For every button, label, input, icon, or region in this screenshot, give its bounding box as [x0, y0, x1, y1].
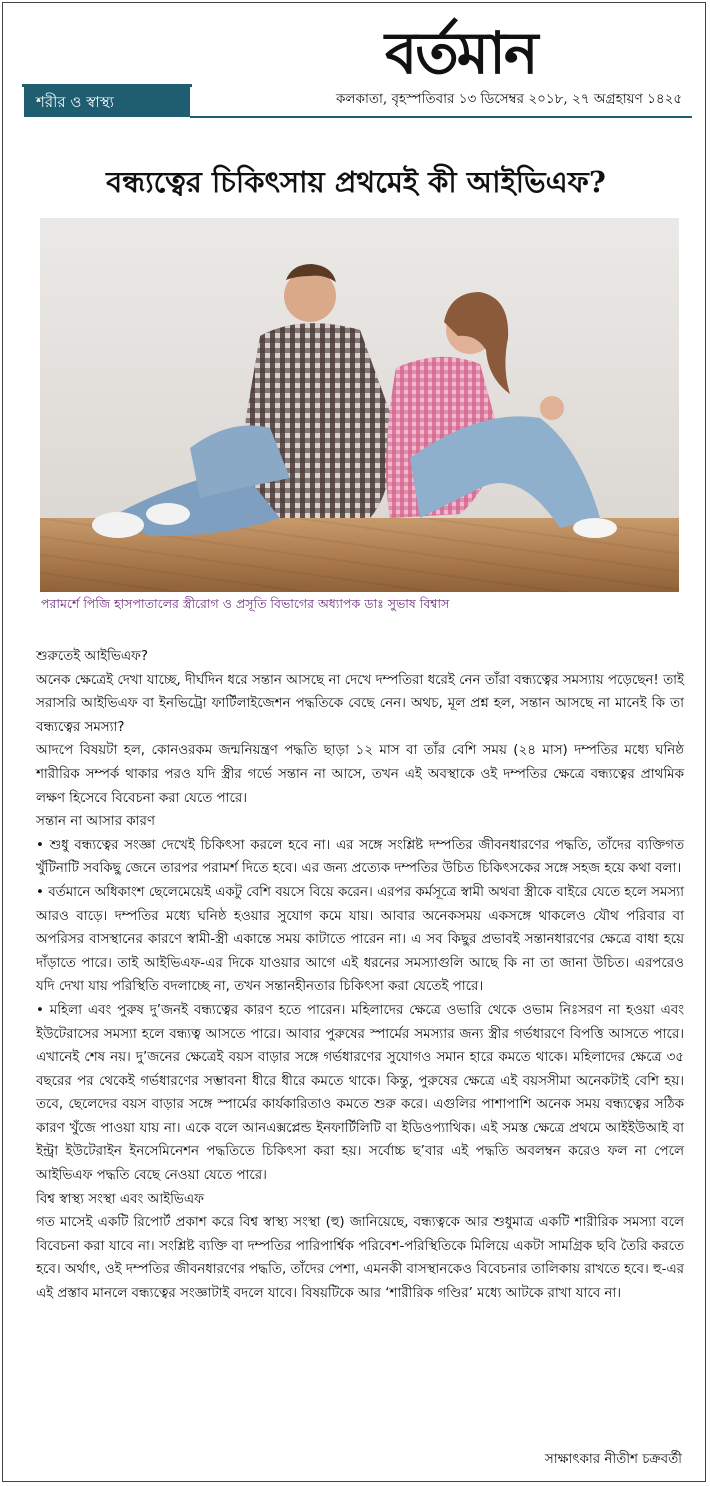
- section-label-text: শরীর ও স্বাস্থ্য: [36, 93, 115, 111]
- subheading-causes: সন্তান না আসার কারণ: [36, 814, 156, 830]
- couple-illustration: [40, 218, 679, 592]
- article-photo: [40, 218, 679, 592]
- photo-caption: পরামর্শে পিজি হাসপাতালের স্ত্রীরোগ ও প্রসূতি বিভাগের অধ্যাপক ডাঃ সুভাষ বিশ্বাস: [41, 596, 450, 611]
- bullet-paragraph: • শুধু বন্ধ্যত্বের সংজ্ঞা দেখেই চিকিৎসা করলে হবে না। এর সঙ্গে সংশ্লিষ্ট দম্পতির জীবনধারণের পদ্ধতি, তাঁদের ব্যক্তিগত খুঁটিনাটি সবকিছু জেনে তারপর পরামর্শ দিতে হবে। এর জন্য প্রত্যেক দম্পতির উচিত চিকিৎসকের সঙ্গে সহজ হয়ে কথা বলা।: [36, 837, 684, 877]
- bullet-paragraph: • মহিলা এবং পুরুষ দু’জনই বন্ধ্যত্বের কারণ হতে পারেন। মহিলাদের ক্ষেত্রে ওভারি থেকে ওভাম নিঃসরণ না হওয়া এবং ইউটেরাসের সমস্যা হলে বন্ধ্যত্ব আসতে পারে। আবার পুরুষের স্পার্মের সমস্যার জন্য স্ত্রীর গর্ভধারণে বিপত্তি আসতে পারে। এখানেই শেষ নয়। দু’জনের ক্ষেত্রেই বয়স বাড়ার সঙ্গে গর্ভধারণের সুযোগও সমান হারে কমতে থাকে। মহিলাদের ক্ষেত্রে ৩৫ বছরের পর থেকেই গর্ভধারণের সম্ভাবনা ধীরে ধীরে কমতে থাকে। কিন্তু, পুরুষের ক্ষেত্রে এই বয়সসীমা অনেকটাই বেশি হয়। তবে, ছেলেদের বয়স বাড়ার সঙ্গে স্পার্মের কার্যকারিতাও কমতে শুরু করে। এগুলির পাশাপাশি অনেক সময় বন্ধ্যত্বের সঠিক কারণ খুঁজে পাওয়া যায় না। একে বলে আনএক্সপ্লেন্ড ইনফার্টিলিটি বা ইডিওপ্যাথিক। এই সমস্ত ক্ষেত্রে প্রথমে আইইউআই বা ইন্ট্রা ইউটেরাইন ইনসেমিনেশন পদ্ধতিতে চিকিৎসা করা হয়। সর্বোচ্চ ছ’বার এই পদ্ধতি অবলম্বন করেও ফল না পেলে আইভিএফ পদ্ধতি বেছে নেওয়া যেতে পারে।: [36, 1002, 684, 1184]
- dateline: কলকাতা, বৃহস্পতিবার ১৩ ডিসেম্বর ২০১৮, ২৭ অগ্রহায়ণ ১৪২৫: [336, 91, 683, 107]
- byline: সাক্ষাৎকার নীতীশ চক্রবর্তী: [544, 1452, 682, 1467]
- woman-figure: [386, 292, 617, 538]
- header-rule: [190, 116, 692, 118]
- bullet-paragraph: • বর্তমানে অধিকাংশ ছেলেমেয়েই একটু বেশি বয়সে বিয়ে করেন। এরপর কর্মসূত্রে স্বামী অথবা স্ত্রীকে বাইরে যেতে হলে সমস্যা আরও বাড়ে। দম্পতির মধ্যে ঘনিষ্ঠ হওয়ার সুযোগ কমে যায়। আবার অনেকসময় একসঙ্গে থাকলেও যৌথ পরিবার বা অপরিসর বাসস্থানের কারণে স্বামী-স্ত্রী একান্তে সময় কাটাতে পারেন না। এ সব কিছুর প্রভাবই সন্তানধারণের ক্ষেত্রে বাধা হয়ে দাঁড়াতে পারে। তাই আইভিএফ-এর দিকে যাওয়ার আগে এই ধরনের সমস্যাগুলি আছে কি না তা জানা উচিত। এরপরেও যদি দেখা যায় পরিস্থিতি বদলাচ্ছে না, তখন সন্তানহীনতার চিকিৎসা করা যেতেই পারে।: [36, 884, 684, 995]
- newspaper-logo: [385, 18, 635, 88]
- subheading-who: বিশ্ব স্বাস্থ্য সংস্থা এবং আইভিএফ: [36, 1191, 204, 1207]
- section-label: [24, 87, 190, 117]
- paragraph: আদপে বিষয়টা হল, কোনওরকম জন্মনিয়ন্ত্রণ পদ্ধতি ছাড়া ১২ মাস বা তাঁর বেশি সময় (২৪ মাস) দম্পতির মধ্যে ঘনিষ্ঠ শারীরিক সম্পর্ক থাকার পরও যদি স্ত্রীর গর্ভে সন্তান না আসে, তখন এই অবস্থাকে ওই দম্পতির ক্ষেত্রে বন্ধ্যত্বের প্রাথমিক লক্ষণ হিসেবে বিবেচনা করা যেতে পারে।: [36, 743, 684, 806]
- subheading-ivf-first: শুরুতেই আইভিএফ?: [36, 649, 148, 664]
- man-figure: [92, 264, 393, 538]
- article-headline: বন্ধ্যত্বের চিকিৎসায় প্রথমেই কী আইভিএফ?: [106, 165, 606, 199]
- paragraph: গত মাসেই একটি রিপোর্ট প্রকাশ করে বিশ্ব স্বাস্থ্য সংস্থা (হু) জানিয়েছে, বন্ধ্যত্বকে আর শুধুমাত্র একটি শারীরিক সমস্যা বলে বিবেচনা করা যাবে না। সংশ্লিষ্ট ব্যক্তি বা দম্পতির পারিপার্শ্বিক পরিবেশ-পরিস্থিতিকে মিলিয়ে একটা সামগ্রিক ছবি তৈরি করতে হবে। অর্থাৎ, ওই দম্পতির জীবনধারণের পদ্ধতি, তাঁদের পেশা, এমনকী বাসস্থানকেও বিবেচনার তালিকায় রাখতে হবে। হু-এর এই প্রস্তাব মানলে বন্ধ্যত্বের সংজ্ঞাটাই বদলে যাবে। বিষয়টিকে আর ‘শারীরিক গণ্ডির’ মধ্যে আটকে রাখা যাবে না।: [36, 1215, 684, 1302]
- article-body: [36, 645, 684, 1306]
- logo-text: বর্তমান: [385, 19, 537, 87]
- paragraph: অনেক ক্ষেত্রেই দেখা যাচ্ছে, দীর্ঘদিন ধরে সন্তান আসছে না দেখে দম্পতিরা ধরেই নেন তাঁরা বন্ধ্যত্বের সমস্যায় পড়েছেন! তাই সরাসরি আইভিএফ বা ইনভিট্রো ফার্টিলাইজেশন পদ্ধতিকে বেছে নেন। অথচ, মূল প্রশ্ন হল, সন্তান আসছে না মানেই কি তা বন্ধ্যত্বের সমস্যা?: [36, 672, 684, 735]
